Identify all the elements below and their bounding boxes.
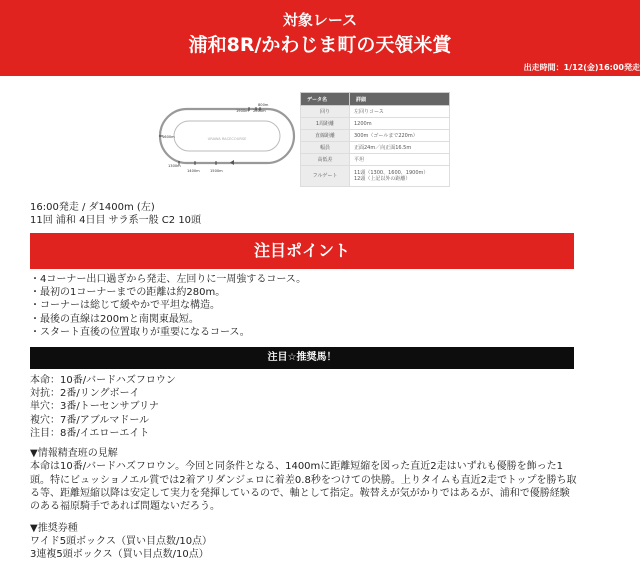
label-1600m: 1600m — [162, 135, 175, 139]
list-item: ・スタート直後の位置取りが重要になるコース。 — [30, 326, 250, 338]
tickets-section — [30, 522, 212, 562]
list-item: ・最初の1コーナーまでの距離は約280m。 — [30, 287, 226, 299]
label-800m: 800m — [258, 103, 269, 107]
list-item: 対抗：2番/リングボーイ — [30, 388, 140, 400]
list-item: 本命：10番/バードハズフロウン — [30, 375, 176, 386]
inner-track — [174, 121, 280, 151]
analysis-section — [30, 447, 578, 513]
list-item: ・最後の直線は200mと南関東最短。 — [30, 313, 199, 325]
recommend-heading: 注目☆推奨馬！ — [30, 347, 574, 369]
race-class: 11回 浦和 4日目 サラ系一般 C2 10頭 — [30, 215, 202, 226]
table-row: 高低差 平坦 — [301, 154, 450, 166]
course-name: URAWA RACECOURSE — [207, 137, 247, 141]
list-item: 単穴：3番/トーセンサブリナ — [30, 401, 159, 413]
label-1300m: 1300m — [168, 164, 181, 168]
table-header-detail: 詳細 — [350, 93, 450, 106]
race-distance: 16:00発走 / ダ1400m (左) — [30, 202, 155, 213]
list-item: 複穴：7番/アブルマドール — [30, 414, 150, 426]
table-row: 回り 左回りコース — [301, 106, 450, 118]
list-item: ワイド5頭ボックス（買い目点数/10点） — [30, 536, 213, 548]
list-item: 3連複5頭ボックス（買い目点数/10点） — [30, 549, 209, 561]
course-map — [150, 92, 300, 184]
table-row: 1周距離 1200m — [301, 118, 450, 130]
header-subtitle: 対象レース — [282, 11, 358, 29]
analysis-heading: ▼情報精査班の見解 — [30, 448, 118, 459]
race-info — [30, 201, 201, 227]
table-row: 直線距離 300m（ゴールまで220m） — [301, 130, 450, 142]
table-row: 幅員 正面24m／向正面16.5m — [301, 142, 450, 154]
table-header-name: データ名 — [301, 93, 350, 106]
list-item: ・コーナーは総じて緩やかで平坦な構造。 — [30, 300, 220, 312]
race-header-banner — [0, 0, 640, 76]
points-list — [30, 273, 306, 339]
course-info-table — [300, 92, 450, 187]
picks-list — [30, 374, 176, 440]
outer-track — [160, 109, 294, 163]
race-title: 浦和8R/かわじま町の天領米賞 — [188, 34, 452, 56]
direction-arrow-icon — [230, 160, 234, 165]
list-item: ・4コーナー出口過ぎから発走、左回りに一周強するコース。 — [30, 274, 307, 285]
list-item: 注目：8番/イエローエイト — [30, 427, 150, 439]
analysis-body: 本命は10番/バードハズフロウン。今回と同条件となる、1400mに距離短縮を図った直近2走はいずれも優勝を飾った1頭。特にビュッショノエル賞では2着アリダンジェロに着差0.8秒をつけての快勝。上りタイムも直近2走でトップを勝ち取る等、距離短縮以降は安定して実力を発揮しているので、軸として指定。鞍替えが気がかりではあるが、浦和で優勝経験のある福原騎手であれば問題ないだろう。 — [30, 461, 577, 513]
table-row: フルゲート 11頭（1300、1600、1900m） 12頭（上記以外の距離） — [301, 166, 450, 187]
tickets-heading: ▼推奨券種 — [30, 523, 78, 534]
label-1900m: 1900m — [236, 109, 249, 113]
post-time: 出走時間：1/12(金)16:00発走 — [523, 63, 640, 72]
label-1500m: 1500m — [210, 169, 223, 173]
label-2000m: 2000m — [253, 109, 266, 113]
label-1400m: 1400m — [187, 169, 200, 173]
points-heading: 注目ポイント — [30, 233, 574, 269]
